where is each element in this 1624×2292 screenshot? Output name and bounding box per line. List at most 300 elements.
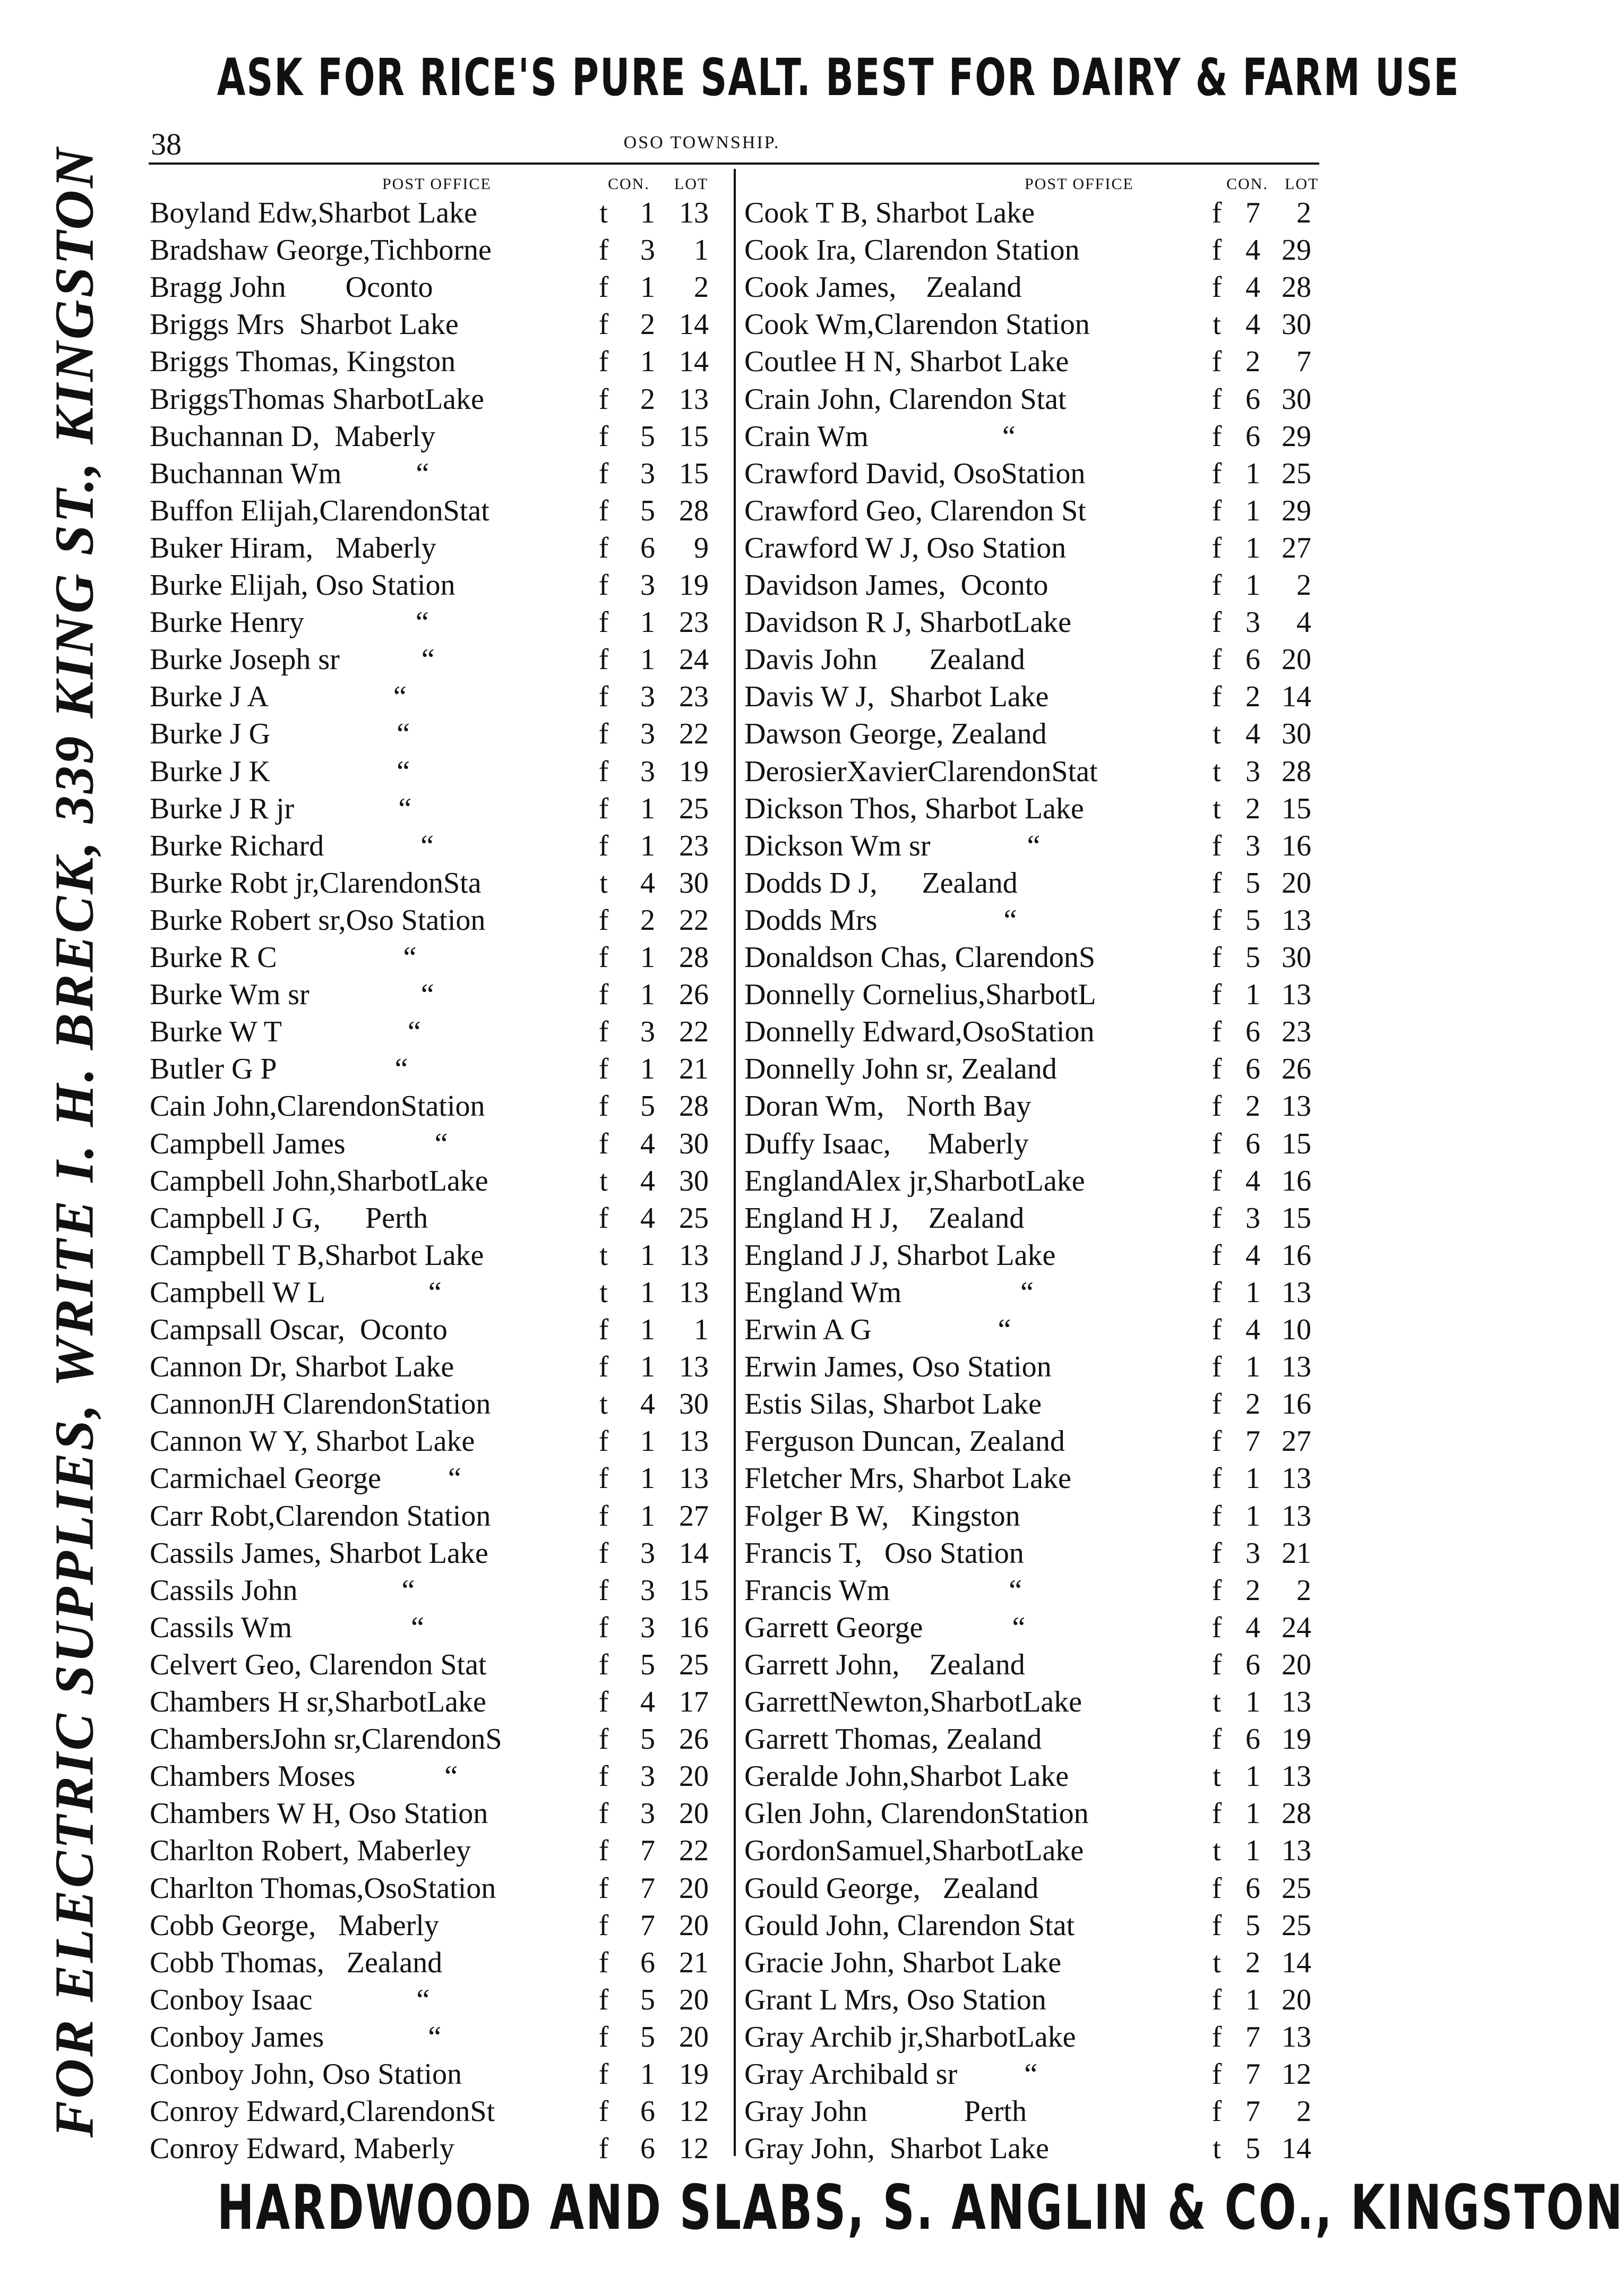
entry-type: f — [598, 234, 609, 267]
entry-type: f — [598, 1760, 609, 1793]
entry-type: f — [1211, 531, 1222, 565]
entry-type: f — [598, 1723, 609, 1756]
directory-entry — [150, 903, 728, 938]
entry-type: t — [1213, 1946, 1221, 1979]
entry-con: 2 — [1245, 680, 1260, 714]
directory-entry — [150, 716, 728, 751]
entry-lot: 14 — [679, 1536, 709, 1570]
directory-entry — [150, 1908, 728, 1943]
entry-con: 2 — [640, 308, 655, 341]
entry-con: 1 — [640, 1276, 655, 1309]
entry-lot: 14 — [1282, 2132, 1311, 2166]
entry-con: 2 — [1245, 1090, 1260, 1123]
entry-lot: 15 — [679, 1573, 709, 1607]
entry-lot: 14 — [679, 308, 709, 341]
directory-entry — [744, 382, 1323, 417]
entry-name: Davidson James, Oconto — [744, 569, 1049, 602]
directory-entry — [744, 1312, 1323, 1347]
entry-con: 7 — [1245, 2095, 1260, 2128]
column-divider — [734, 169, 736, 2156]
entry-name: Estis Silas, Sharbot Lake — [744, 1388, 1042, 1421]
entry-lot: 23 — [679, 680, 709, 714]
entry-name: Fletcher Mrs, Sharbot Lake — [744, 1462, 1071, 1495]
entry-con: 4 — [1245, 234, 1260, 267]
directory-entry — [150, 1684, 728, 1720]
entry-lot: 13 — [679, 1462, 709, 1495]
entry-lot: 15 — [679, 457, 709, 490]
entry-type: f — [598, 606, 609, 639]
entry-name: Gracie John, Sharbot Lake — [744, 1946, 1062, 1979]
entry-lot: 23 — [679, 606, 709, 639]
directory-entry — [744, 456, 1323, 491]
directory-entry — [744, 1573, 1323, 1608]
directory-entry — [150, 940, 728, 975]
entry-name: Carmichael George “ — [150, 1462, 461, 1495]
entry-name: Buchannan D, Maberly — [150, 420, 436, 453]
entry-name: Dodds D J, Zealand — [744, 866, 1018, 900]
entry-con: 3 — [640, 1015, 655, 1049]
entry-type: f — [598, 1686, 609, 1718]
directory-entry — [150, 1871, 728, 1906]
entry-name: Garrett George “ — [744, 1611, 1026, 1644]
directory-entry — [744, 940, 1323, 975]
entry-lot: 25 — [679, 792, 709, 825]
entry-lot: 2 — [1296, 1573, 1311, 1607]
entry-name: Crain Wm “ — [744, 420, 1016, 453]
entry-type: t — [1213, 2132, 1221, 2166]
entry-name: Carr Robt,Clarendon Station — [150, 1499, 491, 1533]
entry-lot: 13 — [1282, 2020, 1311, 2054]
entry-name: Buchannan Wm “ — [150, 457, 429, 490]
entry-name: Cobb George, Maberly — [150, 1909, 439, 1942]
entry-type: f — [1211, 1648, 1222, 1681]
entry-con: 1 — [640, 196, 655, 229]
entry-name: Buker Hiram, Maberly — [150, 531, 436, 565]
entry-name: Burke Richard “ — [150, 829, 434, 862]
entry-lot: 24 — [679, 643, 709, 677]
entry-con: 1 — [1245, 1499, 1260, 1533]
entry-name: Conboy Isaac “ — [150, 1983, 430, 2016]
entry-name: Burke Elijah, Oso Station — [150, 569, 456, 602]
entry-lot: 13 — [679, 196, 709, 229]
entry-type: t — [599, 1388, 608, 1421]
entry-con: 4 — [1245, 308, 1260, 341]
entry-type: t — [1213, 308, 1221, 341]
entry-name: CannonJH ClarendonStation — [150, 1388, 491, 1421]
directory-entry — [744, 531, 1323, 566]
directory-entry — [744, 2057, 1323, 2092]
entry-lot: 27 — [679, 1499, 709, 1533]
entry-type: f — [1211, 196, 1222, 229]
directory-entry — [744, 866, 1323, 901]
entry-con: 5 — [1245, 2132, 1260, 2166]
entry-type: f — [598, 420, 609, 453]
entry-lot: 13 — [679, 1425, 709, 1458]
entry-type: f — [598, 494, 609, 527]
directory-entry — [744, 2094, 1323, 2129]
directory-entry — [744, 1387, 1323, 1422]
directory-entry — [150, 1573, 728, 1608]
entry-name: Campbell John,SharbotLake — [150, 1164, 488, 1198]
directory-entry — [150, 1982, 728, 2017]
entry-con: 3 — [640, 1797, 655, 1831]
entry-name: Burke J G “ — [150, 717, 410, 751]
directory-entry — [744, 1722, 1323, 1757]
entry-type: f — [598, 829, 609, 862]
entry-name: Davis John Zealand — [744, 643, 1025, 677]
entry-con: 1 — [1245, 457, 1260, 490]
entry-name: Burke Robert sr,Oso Station — [150, 903, 486, 937]
directory-entry — [150, 568, 728, 603]
entry-type: f — [1211, 1201, 1222, 1235]
entry-name: Butler G P “ — [150, 1053, 408, 1086]
entry-con: 1 — [1245, 494, 1260, 527]
entry-lot: 17 — [679, 1686, 709, 1718]
entry-con: 1 — [1245, 531, 1260, 565]
entry-lot: 22 — [679, 717, 709, 751]
entry-type: f — [598, 1499, 609, 1533]
entry-name: Briggs Thomas, Kingston — [150, 345, 456, 379]
entry-name: Folger B W, Kingston — [744, 1499, 1020, 1533]
directory-entry — [744, 1759, 1323, 1794]
entry-type: f — [598, 1648, 609, 1681]
entry-con: 1 — [640, 1053, 655, 1086]
entry-name: Burke Henry “ — [150, 606, 429, 639]
entry-name: Chambers H sr,SharbotLake — [150, 1686, 486, 1718]
entry-type: f — [598, 717, 609, 751]
directory-entry — [150, 1201, 728, 1236]
entry-type: t — [599, 1164, 608, 1198]
entry-name: Bradshaw George,Tichborne — [150, 234, 492, 267]
entry-type: f — [1211, 1053, 1222, 1086]
entry-con: 1 — [1245, 1686, 1260, 1718]
entry-type: f — [598, 1983, 609, 2016]
entry-lot: 20 — [679, 1797, 709, 1831]
directory-entry — [744, 233, 1323, 268]
entry-type: f — [1211, 978, 1222, 1012]
entry-type: f — [598, 1090, 609, 1123]
entry-con: 4 — [640, 1388, 655, 1421]
entry-name: Cassils John “ — [150, 1573, 415, 1607]
entry-con: 2 — [1245, 1946, 1260, 1979]
directory-entry — [150, 382, 728, 417]
entry-type: f — [598, 2020, 609, 2054]
directory-entry — [150, 1499, 728, 1534]
directory-entry — [744, 2131, 1323, 2166]
entry-type: f — [598, 941, 609, 974]
entry-name: Cassils James, Sharbot Lake — [150, 1536, 488, 1570]
entry-lot: 13 — [1282, 1499, 1311, 1533]
entry-type: t — [599, 196, 608, 229]
directory-entry — [150, 1387, 728, 1422]
directory-entry — [744, 642, 1323, 677]
entry-name: Briggs Mrs Sharbot Lake — [150, 308, 459, 341]
entry-con: 3 — [640, 717, 655, 751]
entry-lot: 28 — [1282, 271, 1311, 304]
entry-con: 3 — [640, 1760, 655, 1793]
entry-name: Cook Ira, Clarendon Station — [744, 234, 1080, 267]
entry-name: Garrett Thomas, Zealand — [744, 1723, 1042, 1756]
directory-entry — [150, 344, 728, 379]
directory-entry — [150, 1722, 728, 1757]
entry-lot: 27 — [1282, 531, 1311, 565]
entry-type: f — [1211, 1871, 1222, 1905]
con-header: CON. — [608, 175, 650, 193]
directory-entry — [744, 568, 1323, 603]
entry-con: 1 — [640, 2058, 655, 2091]
entry-lot: 25 — [679, 1201, 709, 1235]
entry-type: f — [1211, 1462, 1222, 1495]
directory-entry — [150, 1051, 728, 1087]
entry-type: f — [1211, 1536, 1222, 1570]
directory-entry — [150, 1238, 728, 1273]
entry-type: f — [1211, 680, 1222, 714]
entry-lot: 19 — [679, 755, 709, 788]
entry-con: 1 — [640, 829, 655, 862]
entry-con: 6 — [1245, 382, 1260, 416]
entry-con: 4 — [640, 1127, 655, 1160]
entry-type: f — [1211, 903, 1222, 937]
entry-con: 5 — [640, 2020, 655, 2054]
entry-name: Gray Archib jr,SharbotLake — [744, 2020, 1076, 2054]
entry-name: Charlton Thomas,OsoStation — [150, 1871, 496, 1905]
directory-entry — [744, 1833, 1323, 1868]
directory-entry — [150, 1833, 728, 1868]
directory-entry — [150, 1945, 728, 1980]
top-advertisement-banner: ASK FOR RICE'S PURE SALT. BEST FOR DAIRY & FARM USE — [217, 48, 1460, 107]
entry-name: Coutlee H N, Sharbot Lake — [744, 345, 1069, 379]
directory-entry — [150, 1424, 728, 1459]
entry-name: England H J, Zealand — [744, 1201, 1025, 1235]
entry-type: f — [598, 308, 609, 341]
directory-entry — [150, 493, 728, 528]
entry-lot: 26 — [679, 978, 709, 1012]
entry-con: 5 — [640, 494, 655, 527]
entry-con: 1 — [1245, 1276, 1260, 1309]
lot-header: LOT — [674, 175, 709, 193]
directory-entry — [744, 1089, 1323, 1124]
entry-name: Celvert Geo, Clarendon Stat — [150, 1648, 487, 1681]
directory-entry — [150, 977, 728, 1012]
directory-entry — [744, 1908, 1323, 1943]
entry-lot: 12 — [679, 2132, 709, 2166]
directory-entry — [744, 828, 1323, 863]
directory-entry — [150, 866, 728, 901]
entry-con: 4 — [1245, 717, 1260, 751]
entry-type: f — [598, 1834, 609, 1868]
entry-type: f — [1211, 1425, 1222, 1458]
entry-type: f — [1211, 382, 1222, 416]
entry-con: 4 — [640, 1686, 655, 1718]
side-advertisement-banner: FOR ELECTRIC SUPPLIES, WRITE I. H. BRECK, 339 KING ST., KINGSTON — [44, 146, 105, 2138]
entry-name: Donnelly John sr, Zealand — [744, 1053, 1057, 1086]
entry-con: 2 — [1245, 1573, 1260, 1607]
entry-con: 3 — [640, 457, 655, 490]
entry-name: Conroy Edward,ClarendonSt — [150, 2095, 495, 2128]
entry-type: f — [598, 1350, 609, 1384]
entry-lot: 13 — [679, 1238, 709, 1272]
bottom-advertisement-banner: HARDWOOD AND SLABS, S. ANGLIN & CO., KINGSTON — [217, 2172, 1624, 2244]
entry-con: 1 — [640, 978, 655, 1012]
entry-con: 4 — [640, 1201, 655, 1235]
page-title: OSO TOWNSHIP. — [623, 133, 780, 152]
entry-type: f — [1211, 1611, 1222, 1644]
entry-name: Cobb Thomas, Zealand — [150, 1946, 443, 1979]
directory-entry — [150, 195, 728, 230]
entry-lot: 13 — [1282, 1276, 1311, 1309]
directory-entry — [744, 605, 1323, 640]
entry-lot: 19 — [679, 2058, 709, 2091]
entry-con: 3 — [1245, 606, 1260, 639]
entry-name: Cook T B, Sharbot Lake — [744, 196, 1035, 229]
entry-name: ChambersJohn sr,ClarendonS — [150, 1723, 502, 1756]
entry-lot: 10 — [1282, 1313, 1311, 1346]
entry-con: 1 — [640, 792, 655, 825]
entry-con: 4 — [1245, 1238, 1260, 1272]
directory-entry — [744, 791, 1323, 826]
entry-con: 3 — [640, 1573, 655, 1607]
entry-type: f — [598, 1127, 609, 1160]
directory-entry — [744, 1164, 1323, 1199]
entry-con: 1 — [640, 941, 655, 974]
directory-entry — [150, 605, 728, 640]
entry-type: t — [1213, 1760, 1221, 1793]
entry-name: Burke J R jr “ — [150, 792, 412, 825]
entry-type: f — [1211, 1164, 1222, 1198]
directory-entry — [150, 1536, 728, 1571]
entry-name: Davis W J, Sharbot Lake — [744, 680, 1049, 714]
entry-name: Burke Robt jr,ClarendonSta — [150, 866, 482, 900]
entry-name: Cassils Wm “ — [150, 1611, 424, 1644]
directory-entry — [744, 754, 1323, 789]
entry-name: Gray Archibald sr “ — [744, 2058, 1038, 2091]
directory-entry — [150, 2094, 728, 2129]
entry-lot: 23 — [1282, 1015, 1311, 1049]
entry-lot: 12 — [679, 2095, 709, 2128]
entry-lot: 28 — [1282, 755, 1311, 788]
directory-entry — [744, 903, 1323, 938]
directory-entry — [744, 493, 1323, 528]
directory-entry — [150, 1349, 728, 1384]
entry-type: f — [1211, 1797, 1222, 1831]
entry-con: 7 — [1245, 196, 1260, 229]
entry-name: Campbell J G, Perth — [150, 1201, 428, 1235]
entry-lot: 13 — [1282, 1834, 1311, 1868]
entry-name: England J J, Sharbot Lake — [744, 1238, 1056, 1272]
directory-entry — [744, 1051, 1323, 1087]
entry-type: f — [598, 1015, 609, 1049]
entry-con: 4 — [1245, 1313, 1260, 1346]
entry-con: 1 — [1245, 569, 1260, 602]
entry-name: Glen John, ClarendonStation — [744, 1797, 1089, 1831]
entry-name: Davidson R J, SharbotLake — [744, 606, 1071, 639]
entry-type: f — [598, 2095, 609, 2128]
entry-type: t — [599, 1276, 608, 1309]
directory-entry — [744, 307, 1323, 342]
entry-con: 6 — [1245, 420, 1260, 453]
entry-lot: 26 — [679, 1723, 709, 1756]
entry-name: GordonSamuel,SharbotLake — [744, 1834, 1084, 1868]
entry-type: f — [1211, 569, 1222, 602]
entry-lot: 20 — [679, 1909, 709, 1942]
entry-lot: 14 — [1282, 1946, 1311, 1979]
entry-name: Cook James, Zealand — [744, 271, 1022, 304]
entry-type: f — [1211, 1499, 1222, 1533]
entry-con: 5 — [640, 1723, 655, 1756]
entry-name: GarrettNewton,SharbotLake — [744, 1686, 1082, 1718]
entry-con: 1 — [1245, 1797, 1260, 1831]
entry-lot: 16 — [1282, 1388, 1311, 1421]
entry-con: 7 — [640, 1909, 655, 1942]
directory-entry — [744, 1796, 1323, 1831]
entry-con: 7 — [640, 1834, 655, 1868]
directory-entry — [150, 2131, 728, 2166]
entry-type: t — [1213, 792, 1221, 825]
entry-type: f — [598, 1313, 609, 1346]
entry-type: f — [598, 643, 609, 677]
directory-entry — [150, 679, 728, 714]
entry-lot: 26 — [1282, 1053, 1311, 1086]
entry-name: Burke J K “ — [150, 755, 410, 788]
entry-type: t — [599, 1238, 608, 1272]
directory-entry — [744, 1647, 1323, 1682]
entry-type: f — [1211, 1573, 1222, 1607]
entry-lot: 15 — [1282, 792, 1311, 825]
entry-con: 4 — [640, 866, 655, 900]
entry-con: 3 — [1245, 755, 1260, 788]
entry-con: 6 — [1245, 1015, 1260, 1049]
entry-lot: 22 — [679, 1015, 709, 1049]
entry-type: f — [1211, 1983, 1222, 2016]
entry-name: Burke Joseph sr “ — [150, 643, 435, 677]
entry-name: Gray John Perth — [744, 2095, 1027, 2128]
entry-name: DerosierXavierClarendonStat — [744, 755, 1098, 788]
entry-type: f — [598, 1611, 609, 1644]
directory-entry — [150, 1312, 728, 1347]
entry-name: Crawford David, OsoStation — [744, 457, 1086, 490]
entry-lot: 20 — [679, 2020, 709, 2054]
entry-con: 4 — [1245, 1164, 1260, 1198]
entry-name: Grant L Mrs, Oso Station — [744, 1983, 1046, 2016]
entry-name: Crawford Geo, Clarendon St — [744, 494, 1086, 527]
entry-name: Gould George, Zealand — [744, 1871, 1039, 1905]
entry-type: f — [598, 1053, 609, 1086]
entry-name: Cain John,ClarendonStation — [150, 1090, 485, 1123]
entry-name: Dickson Thos, Sharbot Lake — [744, 792, 1084, 825]
entry-type: f — [1211, 829, 1222, 862]
directory-entry — [744, 1126, 1323, 1161]
entry-type: f — [1211, 1238, 1222, 1272]
entry-name: Doran Wm, North Bay — [744, 1090, 1032, 1123]
entry-type: f — [1211, 1015, 1222, 1049]
entry-name: Erwin James, Oso Station — [744, 1350, 1052, 1384]
directory-entry — [744, 419, 1323, 454]
entry-type: f — [1211, 271, 1222, 304]
entry-con: 2 — [1245, 345, 1260, 379]
entry-type: f — [1211, 1313, 1222, 1346]
entry-name: Burke R C “ — [150, 941, 417, 974]
entry-name: Chambers Moses “ — [150, 1760, 458, 1793]
entry-lot: 25 — [1282, 1871, 1311, 1905]
entry-name: Dodds Mrs “ — [744, 903, 1017, 937]
entry-lot: 2 — [1296, 2095, 1311, 2128]
entry-con: 1 — [1245, 1760, 1260, 1793]
directory-entry — [150, 531, 728, 566]
entry-name: Dawson George, Zealand — [744, 717, 1047, 751]
entry-lot: 13 — [679, 1276, 709, 1309]
entry-lot: 2 — [1296, 569, 1311, 602]
directory-entry — [744, 1349, 1323, 1384]
